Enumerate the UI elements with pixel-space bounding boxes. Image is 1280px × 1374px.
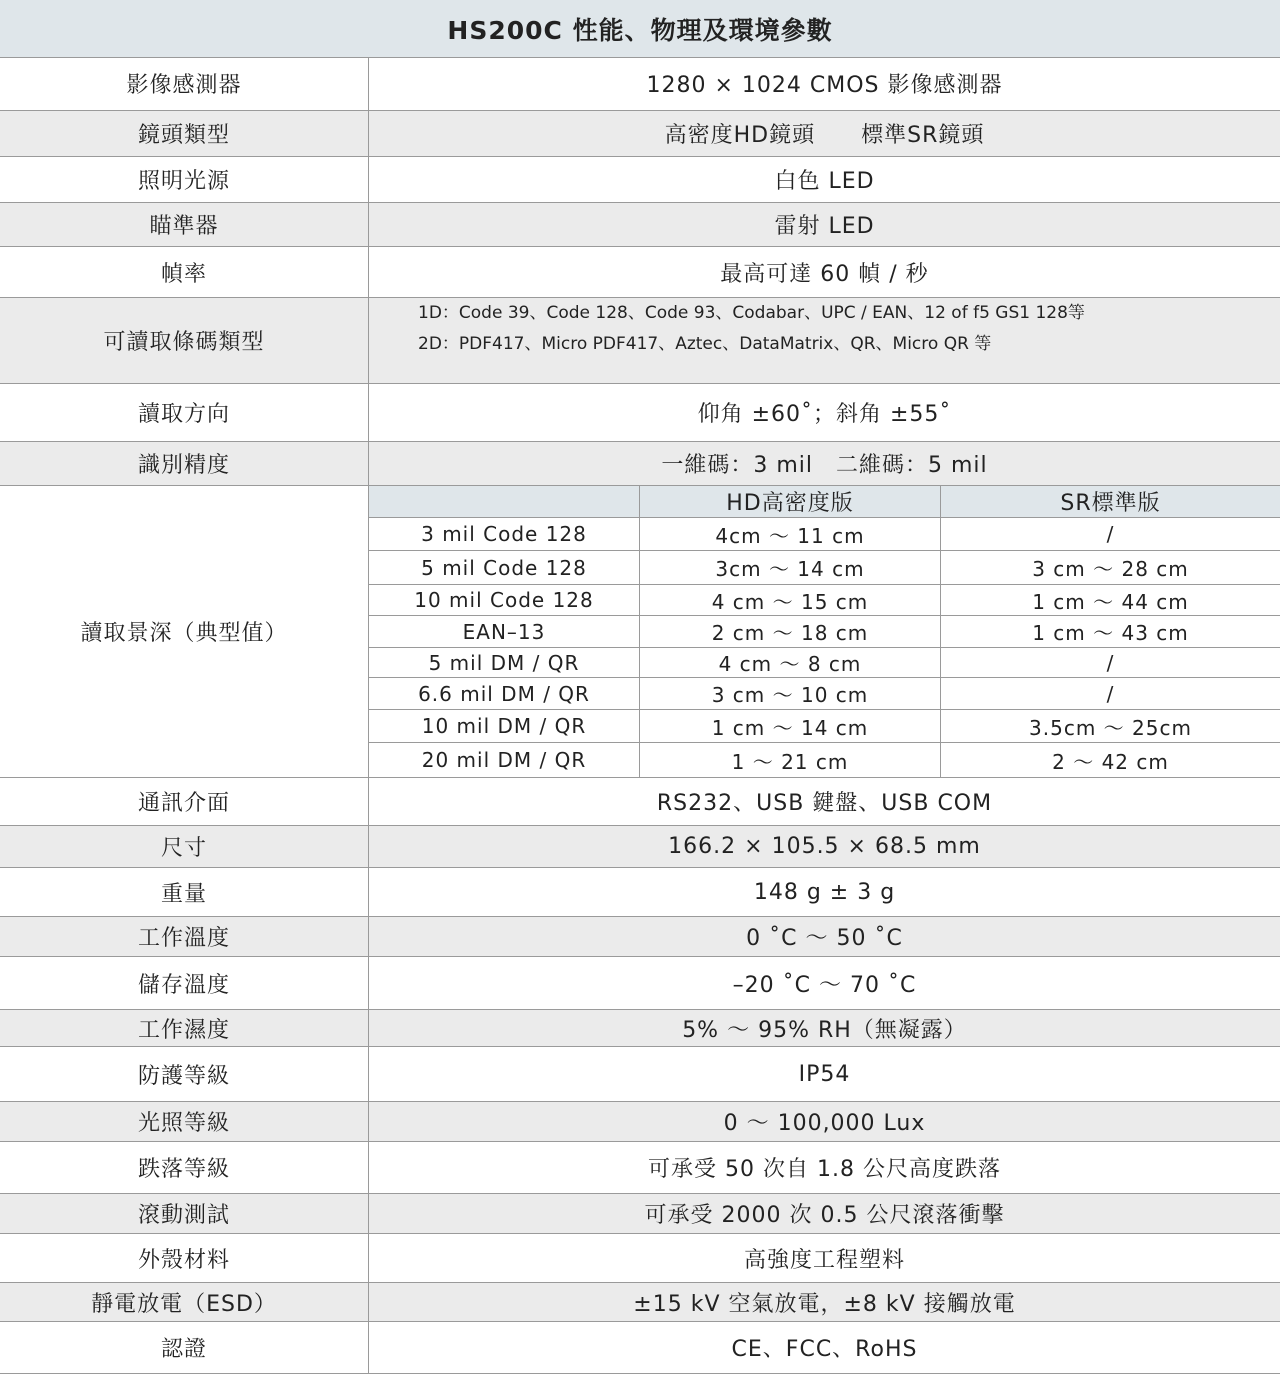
spec-label: 光照等級 — [0, 1102, 369, 1141]
spec-row-interface — [0, 778, 1280, 826]
spec-value: RS232、USB 鍵盤、USB COM — [656, 791, 993, 816]
spec-value: 仰角 ±60˚；斜角 ±55˚ — [697, 402, 952, 427]
spec-row-image-sensor — [0, 57, 1280, 111]
dof-row — [369, 743, 1280, 777]
dof-cell: 1 ～ 21 cm — [640, 743, 941, 777]
dof-row — [369, 678, 1280, 710]
spec-label: 讀取景深（典型值） — [0, 486, 369, 777]
spec-value: 高密度HD鏡頭 標準SR鏡頭 — [664, 123, 985, 148]
dof-cell: 3cm ～ 14 cm — [640, 551, 941, 584]
dof-cell: / — [1106, 681, 1115, 706]
spec-label: 防護等級 — [0, 1047, 369, 1101]
barcode-2d-line: 2D：PDF417、Micro PDF417、Aztec、DataMatrix、QR、Micro QR 等 — [418, 334, 992, 354]
spec-label: 工作溫度 — [0, 917, 369, 956]
spec-value: 可承受 50 次自 1.8 公尺高度跌落 — [648, 1157, 1001, 1182]
dof-cell: 3 cm ～ 28 cm — [1032, 557, 1189, 581]
spec-row-resolution — [0, 442, 1280, 486]
spec-value — [369, 298, 1280, 383]
spec-value: 最高可達 60 幀 / 秒 — [720, 261, 929, 287]
dof-cell: / — [1106, 650, 1115, 675]
spec-row-operating-temp — [0, 917, 1280, 957]
spec-row-certification — [0, 1322, 1280, 1374]
spec-label: 可讀取條碼類型 — [0, 298, 369, 383]
spec-label: 外殼材料 — [0, 1234, 369, 1282]
spec-row-weight — [0, 868, 1280, 917]
spec-label: 鏡頭類型 — [0, 111, 369, 156]
spec-label: 影像感測器 — [0, 57, 369, 110]
table-title: HS200C 性能、物理及環境參數 — [0, 0, 1280, 58]
spec-value: 雷射 LED — [774, 214, 875, 239]
dof-cell: 20 mil DM / QR — [369, 743, 640, 777]
dof-row — [369, 518, 1280, 551]
spec-value: 高強度工程塑料 — [743, 1247, 905, 1273]
spec-value: CE、FCC、RoHS — [731, 1337, 918, 1362]
dof-cell: 1 cm ～ 44 cm — [1032, 589, 1189, 614]
spec-value: 一維碼：3 mil 二維碼：5 mil — [661, 453, 988, 478]
spec-row-barcode-types — [0, 298, 1280, 384]
depth-of-field-table — [369, 486, 1280, 777]
spec-value: 1280 × 1024 CMOS 影像感測器 — [646, 73, 1003, 98]
spec-label: 通訊介面 — [0, 778, 369, 825]
spec-value: 白色 LED — [774, 169, 875, 194]
spec-label: 儲存溫度 — [0, 957, 369, 1009]
dof-cell: 10 mil Code 128 — [369, 585, 640, 615]
dof-cell: 1 cm ～ 14 cm — [640, 710, 941, 742]
dof-cell: 10 mil DM / QR — [369, 710, 640, 742]
spec-row-humidity — [0, 1010, 1280, 1047]
depth-of-field-section — [0, 486, 1280, 778]
spec-value: 166.2 × 105.5 × 68.5 mm — [668, 834, 981, 859]
dof-header-cell: SR標準版 — [1060, 491, 1161, 516]
dof-cell: 4 cm ～ 8 cm — [640, 648, 941, 677]
dof-cell: 1 cm ～ 43 cm — [1032, 621, 1189, 645]
spec-value: 148 g ± 3 g — [753, 879, 896, 905]
spec-value: 5% ～ 95% RH（無凝露） — [682, 1017, 967, 1043]
spec-label: 幀率 — [0, 247, 369, 297]
dof-header-cell: HD高密度版 — [640, 486, 941, 517]
dof-row — [369, 648, 1280, 678]
spec-label: 照明光源 — [0, 157, 369, 202]
spec-value: –20 ˚C ～ 70 ˚C — [732, 972, 917, 998]
spec-row-drop — [0, 1142, 1280, 1194]
dof-row — [369, 710, 1280, 743]
dof-cell: 4 cm ～ 15 cm — [640, 585, 941, 615]
spec-row-tumble — [0, 1194, 1280, 1234]
spec-label: 跌落等級 — [0, 1142, 369, 1193]
barcode-1d-line: 1D：Code 39、Code 128、Code 93、Codabar、UPC / EAN、12 of f5 GS1 128等 — [418, 303, 1085, 323]
dof-cell: 2 cm ～ 18 cm — [640, 616, 941, 647]
dof-header-row — [369, 486, 1280, 518]
spec-value: IP54 — [798, 1061, 851, 1087]
spec-row-ip-rating — [0, 1047, 1280, 1102]
spec-row-aimer — [0, 203, 1280, 247]
dof-cell: 5 mil DM / QR — [369, 648, 640, 677]
spec-row-storage-temp — [0, 957, 1280, 1010]
dof-row — [369, 551, 1280, 585]
dof-cell: 2 ～ 42 cm — [1052, 749, 1169, 774]
dof-cell: 4cm ～ 11 cm — [640, 518, 941, 550]
spec-row-esd — [0, 1283, 1280, 1322]
spec-label: 靜電放電（ESD） — [0, 1283, 369, 1321]
spec-label: 瞄準器 — [0, 203, 369, 246]
spec-value: 0 ～ 100,000 Lux — [723, 1111, 926, 1136]
spec-label: 尺寸 — [0, 826, 369, 867]
dof-row — [369, 585, 1280, 616]
dof-cell: / — [1106, 522, 1115, 546]
spec-row-dimensions — [0, 826, 1280, 868]
spec-label: 讀取方向 — [0, 384, 369, 441]
spec-row-illumination — [0, 157, 1280, 203]
dof-cell: 3.5cm ～ 25cm — [1029, 715, 1192, 740]
spec-value: ±15 kV 空氣放電，±8 kV 接觸放電 — [633, 1291, 1016, 1317]
dof-cell: EAN–13 — [369, 616, 640, 647]
spec-label: 工作濕度 — [0, 1010, 369, 1046]
spec-label: 認證 — [0, 1322, 369, 1373]
spec-label: 重量 — [0, 868, 369, 916]
spec-row-housing — [0, 1234, 1280, 1283]
spec-row-read-angle — [0, 384, 1280, 442]
spec-label: 滾動測試 — [0, 1194, 369, 1233]
dof-cell: 3 mil Code 128 — [369, 518, 640, 550]
spec-value: 0 ˚C ～ 50 ˚C — [746, 926, 903, 951]
spec-row-lens-type — [0, 111, 1280, 157]
dof-cell: 6.6 mil DM / QR — [369, 678, 640, 709]
dof-header-cell — [369, 486, 640, 517]
spec-label: 識別精度 — [0, 442, 369, 485]
spec-row-ambient-light — [0, 1102, 1280, 1142]
spec-value: 可承受 2000 次 0.5 公尺滾落衝擊 — [644, 1203, 1005, 1228]
dof-cell: 3 cm ～ 10 cm — [640, 678, 941, 709]
spec-row-frame-rate — [0, 247, 1280, 298]
dof-cell: 5 mil Code 128 — [369, 551, 640, 584]
dof-row — [369, 616, 1280, 648]
